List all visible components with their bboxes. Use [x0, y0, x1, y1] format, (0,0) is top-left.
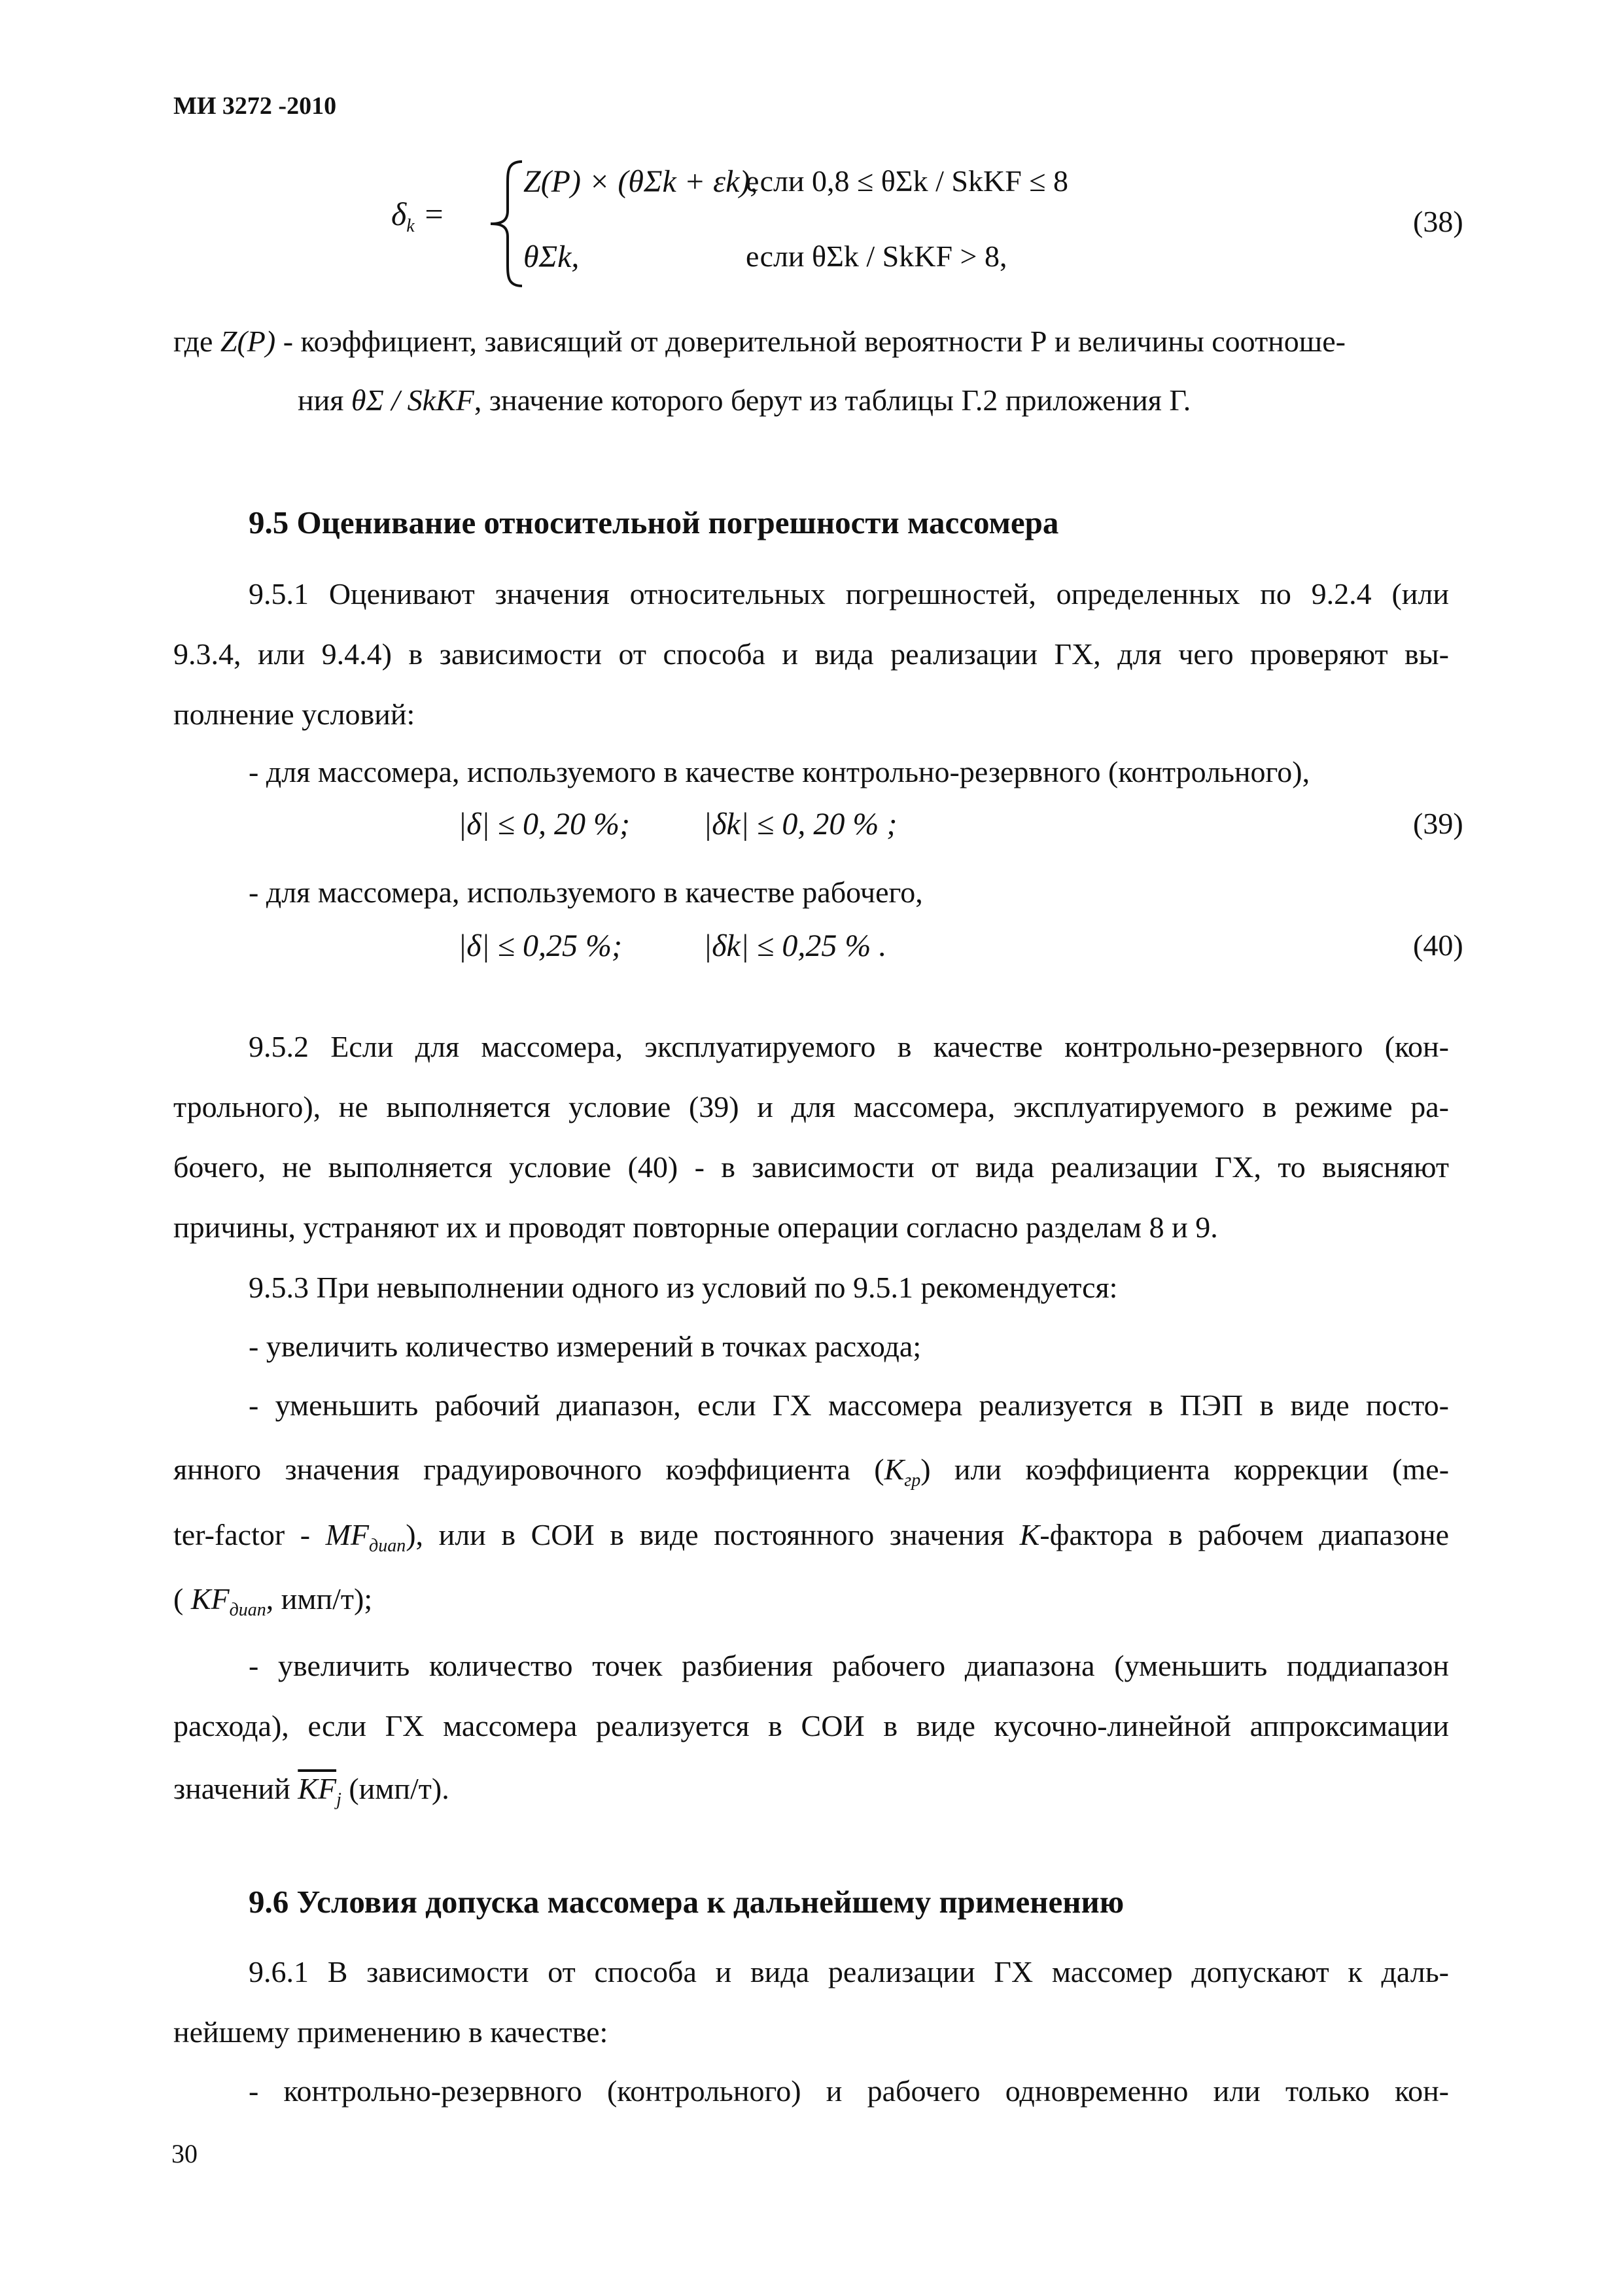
- formula-39-left: |δ| ≤ 0, 20 %;: [458, 807, 631, 841]
- bullet-working-meter: - для массомера, используемого в качестве рабочего,: [249, 875, 923, 909]
- recommendation-3-line-1: - увеличить количество точек разбиения рабочего диапазона (уменьшить поддиапазон: [249, 1649, 1449, 1682]
- paragraph-9-5-1-line-1: 9.5.1 Оценивают значения относительных погрешностей, определенных по 9.2.4 (или: [249, 577, 1449, 610]
- section-9-5-heading: 9.5 Оценивание относительной погрешности массомера: [249, 504, 1059, 540]
- bullet-9-6-1: - контрольно-резервного (контрольного) и рабочего одновременно или только кон-: [249, 2074, 1449, 2108]
- paragraph-9-5-1-line-2: 9.3.4, или 9.4.4) в зависимости от способа и вида реализации ГХ, для чего проверяют вы-: [173, 637, 1449, 671]
- paragraph-9-5-3: 9.5.3 При невыполнении одного из условий по 9.5.1 рекомендуется:: [249, 1271, 1118, 1304]
- formula-39-right: |δk| ≤ 0, 20 % ;: [703, 807, 898, 841]
- recommendation-3-line-3: значений $\overline{KF}_j$ (имп/т).: [173, 1772, 449, 1810]
- paragraph-9-5-1-line-3: полнение условий:: [173, 698, 415, 731]
- formula-39-number: (39): [1413, 807, 1463, 840]
- where-note-line-1: где Z(P) - коэффициент, зависящий от доверительной вероятности Р и величины соотноше-: [173, 325, 1346, 358]
- recommendation-2-line-3: ter-factor - $MF_{диап}$), или в СОИ в виде постоянного значения K-фактора в рабочем диапазоне: [173, 1518, 1450, 1556]
- bullet-control-meter: - для массомера, используемого в качестве контрольно-резервного (контрольного),: [249, 755, 1310, 788]
- paragraph-9-5-2-line-2: трольного), не выполняется условие (39) и для массомера, эксплуатируемого в режиме ра-: [173, 1090, 1449, 1123]
- formula-38-number: (38): [1413, 205, 1463, 238]
- paragraph-9-6-1-line-1: 9.6.1 В зависимости от способа и вида реализации ГХ массомер допускают к даль-: [249, 1955, 1449, 1988]
- recommendation-2-line-1: - уменьшить рабочий диапазон, если ГХ массомера реализуется в ПЭП в виде посто-: [249, 1388, 1449, 1422]
- where-note-line-2: ния θΣ / SkKF, значение которого берут из таблицы Г.2 приложения Г.: [298, 383, 1191, 417]
- recommendation-2-line-2: янного значения градуировочного коэффициента $(K_{гр})$ или коэффициента коррекции (me-: [173, 1453, 1450, 1491]
- formula-38-case1-expr: Z(P) × (θΣk + εk),: [523, 164, 758, 199]
- left-brace-icon: [483, 158, 529, 289]
- formula-40-number: (40): [1413, 928, 1463, 962]
- formula-38-case2-cond: если θΣk / SkKF > 8,: [746, 239, 1007, 273]
- formula-38-case2-expr: θΣk,: [523, 239, 580, 274]
- paragraph-9-5-2-line-3: бочего, не выполняется условие (40) - в зависимости от вида реализации ГХ, то выясняют: [173, 1150, 1449, 1184]
- paragraph-9-6-1-line-2: нейшему применению в качестве:: [173, 2015, 608, 2049]
- section-9-6-heading: 9.6 Условия допуска массомера к дальнейшему применению: [249, 1884, 1125, 1920]
- recommendation-3-line-2: расхода), если ГХ массомера реализуется в СОИ в виде кусочно-линейной аппроксимации: [173, 1709, 1449, 1742]
- paragraph-9-5-2-line-4: причины, устраняют их и проводят повторные операции согласно разделам 8 и 9.: [173, 1210, 1218, 1244]
- formula-40-right: |δk| ≤ 0,25 % .: [703, 928, 887, 963]
- formula-40-left: |δ| ≤ 0,25 %;: [458, 928, 623, 963]
- page-number: 30: [171, 2139, 198, 2168]
- recommendation-1: - увеличить количество измерений в точках расхода;: [249, 1330, 922, 1363]
- recommendation-2-line-4: ( $KF_{диап}$, имп/т);: [173, 1582, 373, 1620]
- paragraph-9-5-2-line-1: 9.5.2 Если для массомера, эксплуатируемого в качестве контрольно-резервного (кон-: [249, 1030, 1449, 1063]
- formula-38-lhs: $\delta_k$ =: [391, 196, 445, 236]
- document-code: МИ 3272 -2010: [173, 92, 337, 120]
- formula-38-case1-cond: если 0,8 ≤ θΣk / SkKF ≤ 8: [746, 164, 1069, 198]
